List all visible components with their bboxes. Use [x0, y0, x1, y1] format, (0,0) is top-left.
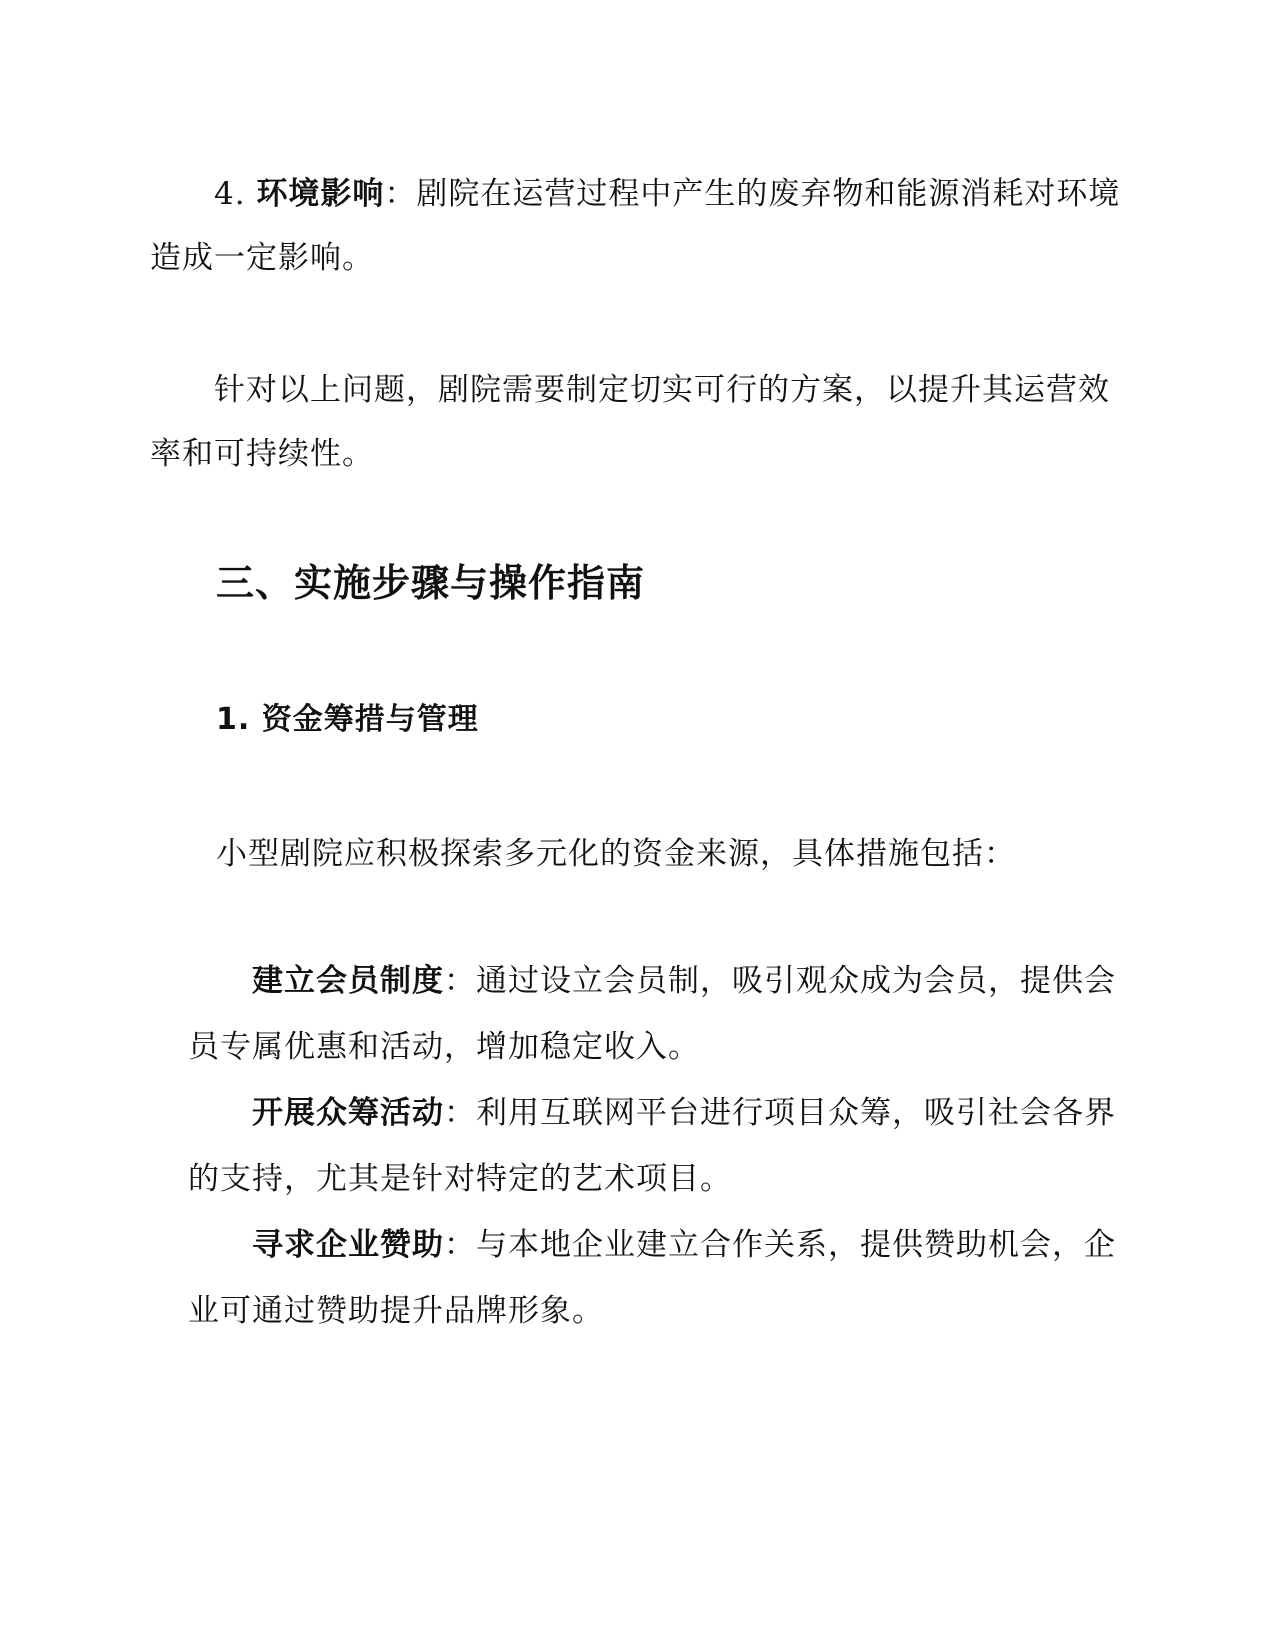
list-item-title: 开展众筹活动	[252, 1095, 444, 1131]
item-number: 4.	[214, 176, 246, 212]
list-item-text: ：通过设立会员制，吸引观众成为会员，提供会员专属优惠和活动，增加稳定收入。	[188, 963, 1116, 1065]
list-item	[188, 948, 1128, 1080]
paragraph-intro: 小型剧院应积极探索多元化的资金来源，具体措施包括：	[216, 836, 1016, 872]
list-item-text: ：利用互联网平台进行项目众筹，吸引社会各界的支持，尤其是针对特定的艺术项目。	[188, 1095, 1116, 1197]
list-item	[188, 1212, 1128, 1344]
item-title: 环境影响	[256, 176, 385, 212]
paragraph-summary: 针对以上问题，剧院需要制定切实可行的方案，以提升其运营效率和可持续性。	[150, 372, 1110, 472]
list-item-title: 建立会员制度	[252, 963, 444, 999]
measures-list	[188, 948, 1128, 1344]
section-heading: 三、实施步骤与操作指南	[216, 561, 646, 605]
list-item-title: 寻求企业赞助	[252, 1227, 444, 1263]
paragraph-environment-impact	[150, 162, 1125, 290]
subsection-heading: 1. 资金筹措与管理	[216, 702, 479, 737]
list-item-text: ：与本地企业建立合作关系，提供赞助机会，企业可通过赞助提升品牌形象。	[188, 1227, 1116, 1329]
list-item	[188, 1080, 1128, 1212]
item-text: ：剧院在运营过程中产生的废弃物和能源消耗对环境造成一定影响。	[150, 176, 1121, 276]
